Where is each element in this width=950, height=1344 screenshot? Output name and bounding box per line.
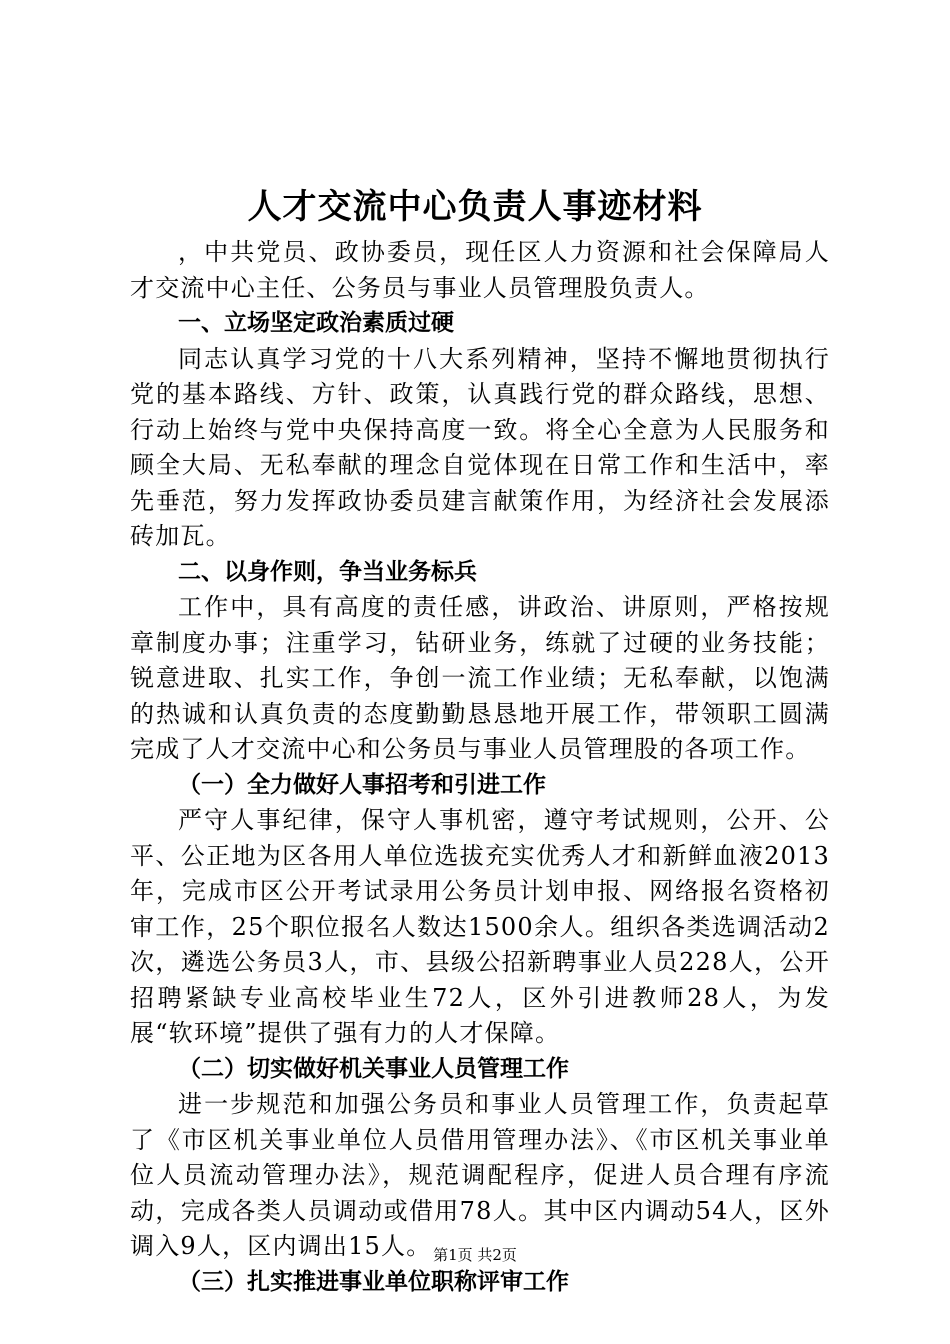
intro-paragraph: ，中共党员、政协委员，现任区人力资源和社会保障局人才交流中心主任、公务员与事业人员管理股负责人。 bbox=[130, 238, 830, 302]
section-2-paragraph: 工作中，具有高度的责任感，讲政治、讲原则，严格按规章制度办事；注重学习，钻研业务，练就了过硬的业务技能；锐意进取、扎实工作，争创一流工作业绩；无私奉献，以饱满的热诚和认真负责的态度勤勤恳恳地开展工作，带领职工圆满完成了人才交流中心和公务员与事业人员管理股的各项工作。 bbox=[130, 593, 830, 763]
subsection-2-paragraph: 进一步规范和加强公务员和事业人员管理工作，负责起草了《市区机关事业单位人员借用管理办法》、《市区机关事业单位人员流动管理办法》，规范调配程序，促进人员合理有序流动，完成各类人员调动或借用78人。其中区内调动54人，区外调入9人，区内调出15人。 bbox=[130, 1090, 830, 1260]
section-2-heading: 二、以身作则，争当业务标兵 bbox=[178, 558, 477, 585]
subsection-2-heading: （二）切实做好机关事业人员管理工作 bbox=[178, 1055, 569, 1082]
section-1-heading: 一、立场坚定政治素质过硬 bbox=[178, 310, 454, 336]
document-body bbox=[130, 235, 830, 1300]
subsection-1-paragraph: 严守人事纪律，保守人事机密，遵守考试规则，公开、公平、公正地为区各用人单位选拔充实优秀人才和新鲜血液2013年，完成市区公开考试录用公务员计划申报、网络报名资格初审工作，25个职位报名人数达1500余人。组织各类选调活动2次，遴选公务员3人，市、县级公招新聘事业人员228人，公开招聘紧缺专业高校毕业生72人，区外引进教师28人，为发展“软环境”提供了强有力的人才保障。 bbox=[130, 806, 830, 1047]
section-1-paragraph: 同志认真学习党的十八大系列精神，坚持不懈地贯彻执行党的基本路线、方针、政策，认真践行党的群众路线，思想、行动上始终与党中央保持高度一致。将全心全意为人民服务和顾全大局、无私奉献的理念自觉体现在日常工作和生活中，率先垂范，努力发挥政协委员建言献策作用，为经济社会发展添砖加瓦。 bbox=[130, 344, 830, 550]
subsection-1-heading: （一）全力做好人事招考和引进工作 bbox=[178, 771, 546, 798]
document-title: 人才交流中心负责人事迹材料 bbox=[247, 187, 703, 227]
subsection-3-heading: （三）扎实推进事业单位职称评审工作 bbox=[178, 1268, 569, 1295]
page-footer: 第1页 共2页 bbox=[433, 1246, 517, 1264]
